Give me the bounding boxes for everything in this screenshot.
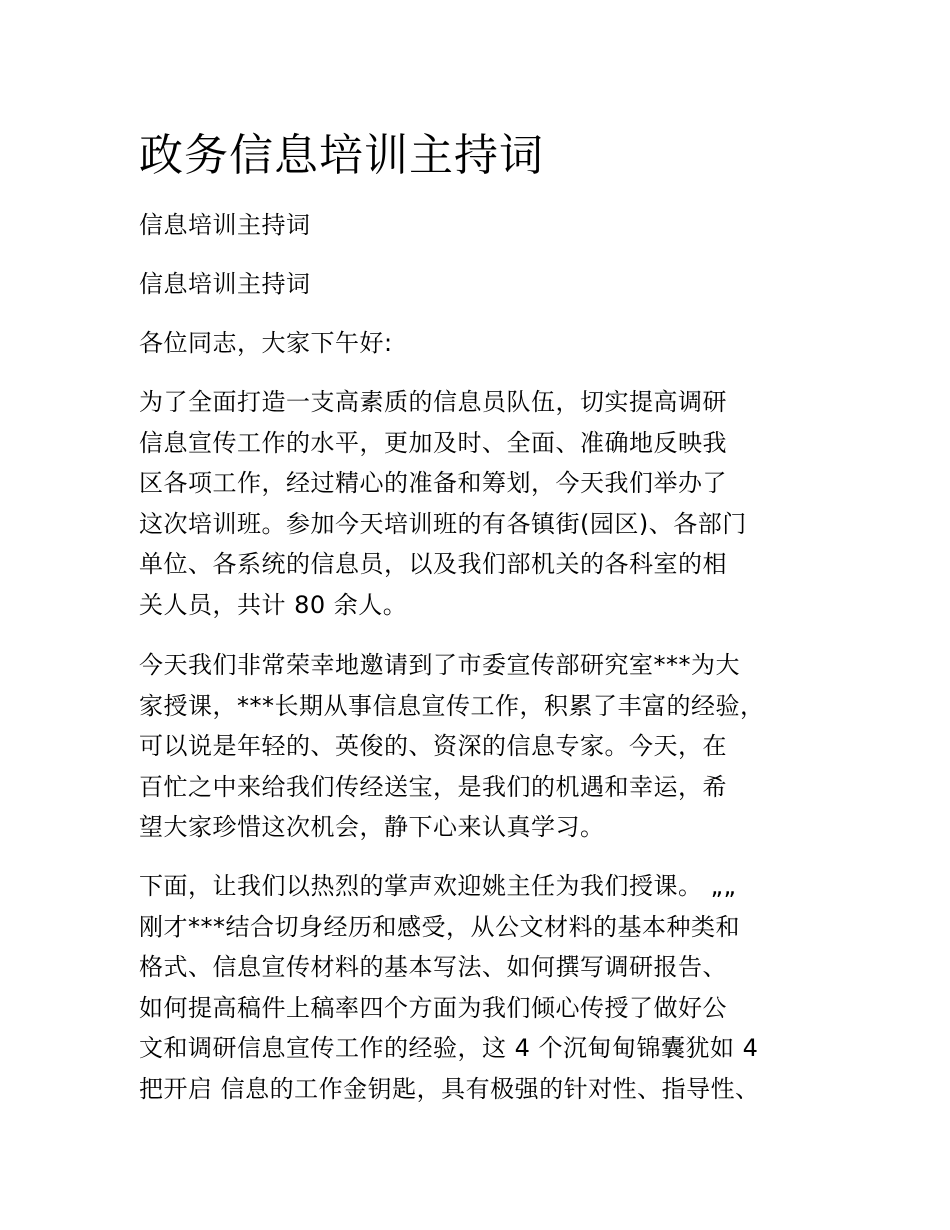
text-line: 信息培训主持词 [139, 270, 311, 298]
text-line: 这次培训班。参加今天培训班的有各镇街(园区)、各部门 [139, 509, 747, 538]
text-line: 文和调研信息宣传工作的经验，这 4 个沉甸甸锦囊犹如 4 [139, 1034, 759, 1062]
subtitle-2 [139, 264, 839, 305]
paragraph-3 [139, 866, 839, 1109]
text-line: 关人员，共计 80 余人。 [139, 590, 408, 619]
text-line: 刚才***结合切身经历和感受，从公文材料的基本种类和 [139, 912, 740, 941]
document-title: 政务信息培训主持词 [139, 130, 544, 181]
text-line: 下面，让我们以热烈的掌声欢迎姚主任为我们授课。 „„ [139, 872, 737, 900]
text-line: 区各项工作，经过精心的准备和筹划，今天我们举办了 [139, 469, 727, 497]
text-line: 家授课，***长期从事信息宣传工作，积累了丰富的经验， [139, 691, 765, 720]
text-line: 各位同志，大家下午好: [139, 329, 393, 357]
text-line: 望大家珍惜这次机会，静下心来认真学习。 [139, 813, 605, 841]
paragraph-1 [139, 382, 839, 625]
text-line: 单位、各系统的信息员，以及我们部机关的各科室的相 [139, 550, 727, 578]
text-line: 可以说是年轻的、英俊的、资深的信息专家。今天，在 [139, 732, 727, 760]
text-line: 今天我们非常荣幸地邀请到了市委宣传部研究室***为大 [139, 651, 740, 679]
text-line: 百忙之中来给我们传经送宝，是我们的机遇和幸运，希 [139, 772, 727, 801]
text-line: 信息培训主持词 [139, 211, 311, 239]
text-line: 把开启 信息的工作金钥匙，具有极强的针对性、指导性、 [139, 1074, 760, 1103]
text-line: 为了全面打造一支高素质的信息员队伍，切实提高调研 [139, 388, 727, 416]
text-line: 如何提高稿件上稿率四个方面为我们倾心传授了做好公 [139, 993, 727, 1022]
text-line: 信息宣传工作的水平，更加及时、全面、准确地反映我 [139, 428, 727, 457]
subtitle-1 [139, 205, 839, 246]
text-line: 格式、信息宣传材料的基本写法、如何撰写调研报告、 [139, 953, 727, 981]
paragraph-2 [139, 645, 839, 848]
greeting [139, 323, 839, 364]
